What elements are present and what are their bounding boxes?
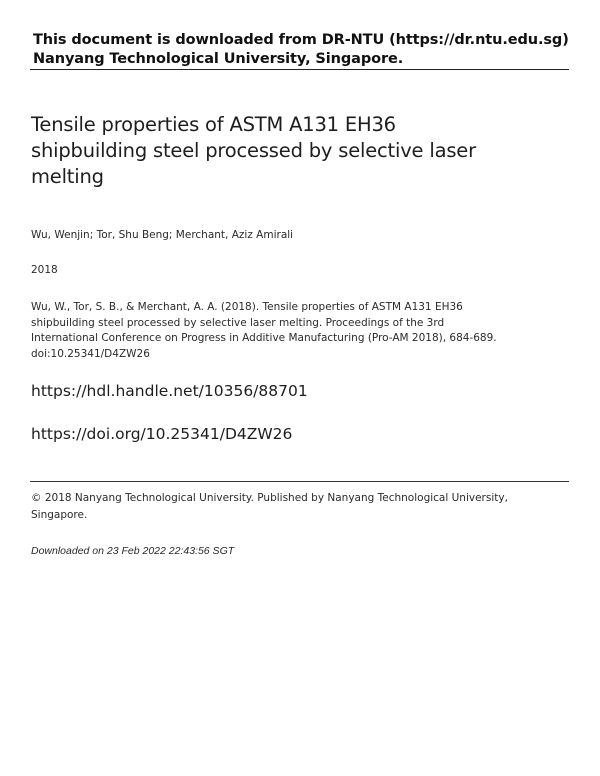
- download-timestamp: Downloaded on 23 Feb 2022 22:43:56 SGT: [31, 545, 235, 557]
- citation-line: doi:10.25341/D4ZW26: [31, 347, 150, 360]
- copyright-line: Singapore.: [31, 509, 88, 521]
- repository-header: [33, 31, 568, 69]
- footer-divider: [30, 481, 569, 482]
- document-year: 2018: [31, 264, 58, 276]
- citation-block: [31, 300, 501, 362]
- copyright-line: © 2018 Nanyang Technological University. Published by Nanyang Technological University,: [31, 492, 508, 504]
- copyright-notice: [31, 490, 511, 524]
- header-divider: [30, 69, 569, 70]
- citation-line: International Conference on Progress in Additive Manufacturing (Pro-AM 2018), 684-689.: [31, 332, 497, 344]
- document-authors: Wu, Wenjin; Tor, Shu Beng; Merchant, Aziz Amirali: [31, 229, 294, 241]
- repository-header-line-1: This document is downloaded from DR-NTU (https://dr.ntu.edu.sg): [33, 32, 569, 48]
- document-title-line: Tensile properties of ASTM A131 EH36: [31, 113, 396, 136]
- citation-line: Wu, W., Tor, S. B., & Merchant, A. A. (2018). Tensile properties of ASTM A131 EH36: [31, 301, 463, 313]
- document-title: [31, 112, 501, 190]
- handle-link[interactable]: https://hdl.handle.net/10356/88701: [31, 382, 308, 400]
- document-title-line: shipbuilding steel processed by selective laser: [31, 139, 476, 162]
- repository-header-line-2: Nanyang Technological University, Singapore.: [33, 51, 404, 67]
- document-title-line: melting: [31, 165, 104, 188]
- citation-line: shipbuilding steel processed by selective laser melting. Proceedings of the 3rd: [31, 316, 445, 329]
- doi-link[interactable]: https://doi.org/10.25341/D4ZW26: [31, 425, 293, 443]
